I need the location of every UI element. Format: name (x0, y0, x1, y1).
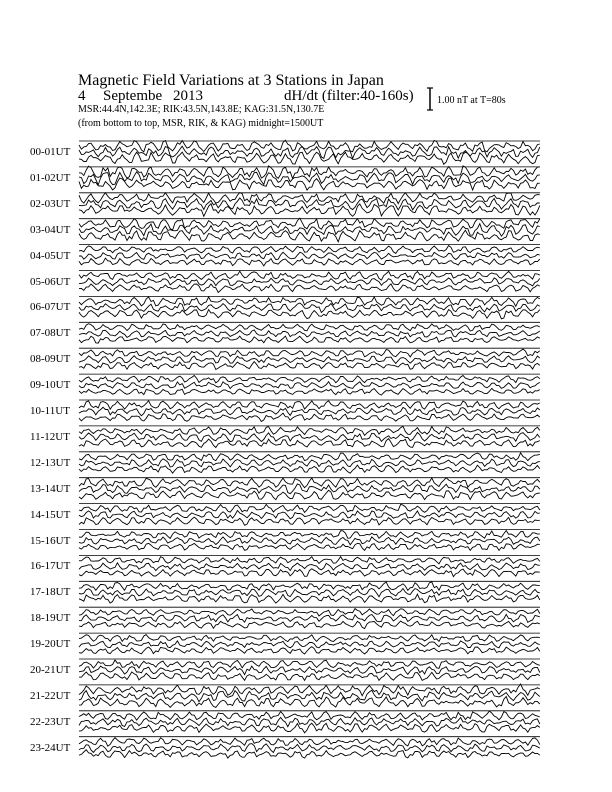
trace-rik-line (79, 744, 540, 753)
date-year: 2013 (173, 88, 203, 104)
trace-msr-line (79, 569, 540, 577)
trace-msr-line (79, 672, 540, 681)
hour-row-label: 16-17UT (30, 560, 71, 573)
trace-kag-line (79, 376, 540, 383)
hour-row-label: 04-05UT (30, 249, 71, 262)
trace-msr-line (79, 336, 540, 343)
trace-rik-line (79, 382, 540, 389)
hour-row-label: 03-04UT (30, 223, 71, 236)
trace-rik-line (79, 563, 540, 571)
trace-kag-line (79, 582, 540, 591)
chart-title: Magnetic Field Variations at 3 Stations in Japan (78, 72, 384, 89)
hour-row-label: 05-06UT (30, 275, 71, 288)
hour-row-label: 00-01UT (30, 146, 71, 158)
hour-row-label: 09-10UT (30, 379, 71, 392)
hour-row-label: 01-02UT (30, 171, 71, 184)
trace-kag-line (79, 166, 540, 179)
trace-msr-line (79, 621, 540, 629)
trace-msr-line (79, 258, 540, 266)
trace-kag-line (79, 504, 540, 512)
trace-kag-line (79, 453, 540, 461)
trace-kag-line (79, 531, 540, 539)
trace-kag-line (79, 246, 540, 254)
trace-rik-line (79, 459, 540, 467)
hour-row-label: 13-14UT (30, 482, 71, 495)
trace-rik-line (79, 666, 540, 675)
hour-row-label: 15-16UT (30, 534, 71, 547)
trace-rik-line (79, 356, 540, 364)
trace-kag-line (79, 684, 540, 696)
trace-kag-line (79, 297, 540, 306)
hour-row-label: 17-18UT (30, 586, 71, 599)
trace-msr-line (79, 723, 540, 733)
trace-rik-line (79, 172, 540, 185)
hour-row-label: 08-09UT (30, 353, 71, 366)
trace-msr-line (79, 413, 540, 421)
scale-bar-label: 1.00 nT at T=80s (437, 95, 506, 106)
hour-row-label: 02-03UT (30, 197, 71, 210)
station-coordinates: MSR:44.4N,142.3E; RIK:43.5N,143.8E; KAG:31.5N,130.7E (78, 104, 325, 115)
hour-row-label: 11-12UT (30, 430, 70, 443)
trace-msr-line (79, 152, 540, 164)
date-month: Septembe (103, 88, 163, 104)
hour-row-label: 21-22UT (30, 689, 71, 702)
trace-msr-line (79, 697, 540, 708)
trace-rik-line (79, 278, 540, 286)
trace-msr-line (79, 543, 540, 550)
trace-kag-line (79, 609, 540, 616)
trace-msr-line (79, 517, 540, 525)
trace-msr-line (79, 284, 540, 293)
trace-kag-line (79, 349, 540, 357)
trace-msr-line (79, 310, 540, 319)
trace-kag-line (79, 426, 540, 435)
trace-msr-line (79, 362, 540, 370)
trace-rik-line (79, 484, 540, 494)
trace-kag-line (79, 557, 540, 564)
quantity-label: dH/dt (filter:40-160s) (284, 88, 414, 104)
trace-rik-line (79, 511, 540, 519)
trace-msr-line (79, 230, 540, 242)
trace-kag-line (79, 193, 540, 204)
station-order-note: (from bottom to top, MSR, RIK, & KAG) midnight=1500UT (78, 118, 324, 129)
trace-rik-line (79, 614, 540, 622)
hour-row-label: 18-19UT (30, 612, 71, 625)
hour-row-label: 06-07UT (30, 301, 71, 314)
hour-row-label: 20-21UT (30, 664, 71, 676)
trace-kag-line (79, 401, 540, 410)
trace-msr-line (79, 388, 540, 395)
trace-msr-line (79, 465, 540, 473)
trace-msr-line (79, 647, 540, 654)
trace-kag-line (79, 324, 540, 331)
trace-kag-line (79, 478, 540, 488)
hour-row-label: 10-11UT (30, 405, 70, 417)
hour-row-label: 14-15UT (30, 508, 71, 521)
hour-row-label: 23-24UT (30, 741, 71, 754)
trace-rik-line (79, 589, 540, 597)
hour-row-label: 12-13UT (30, 456, 71, 469)
hour-row-label: 19-20UT (30, 638, 71, 651)
trace-msr-line (79, 178, 540, 190)
hour-row-label: 07-08UT (30, 327, 71, 340)
hour-row-label: 22-23UT (30, 715, 71, 728)
date-day: 4 (78, 88, 86, 104)
trace-msr-line (79, 750, 540, 758)
trace-msr-line (79, 439, 540, 448)
trace-kag-line (79, 711, 540, 720)
trace-kag-line (79, 635, 540, 642)
trace-rik-line (79, 252, 540, 259)
